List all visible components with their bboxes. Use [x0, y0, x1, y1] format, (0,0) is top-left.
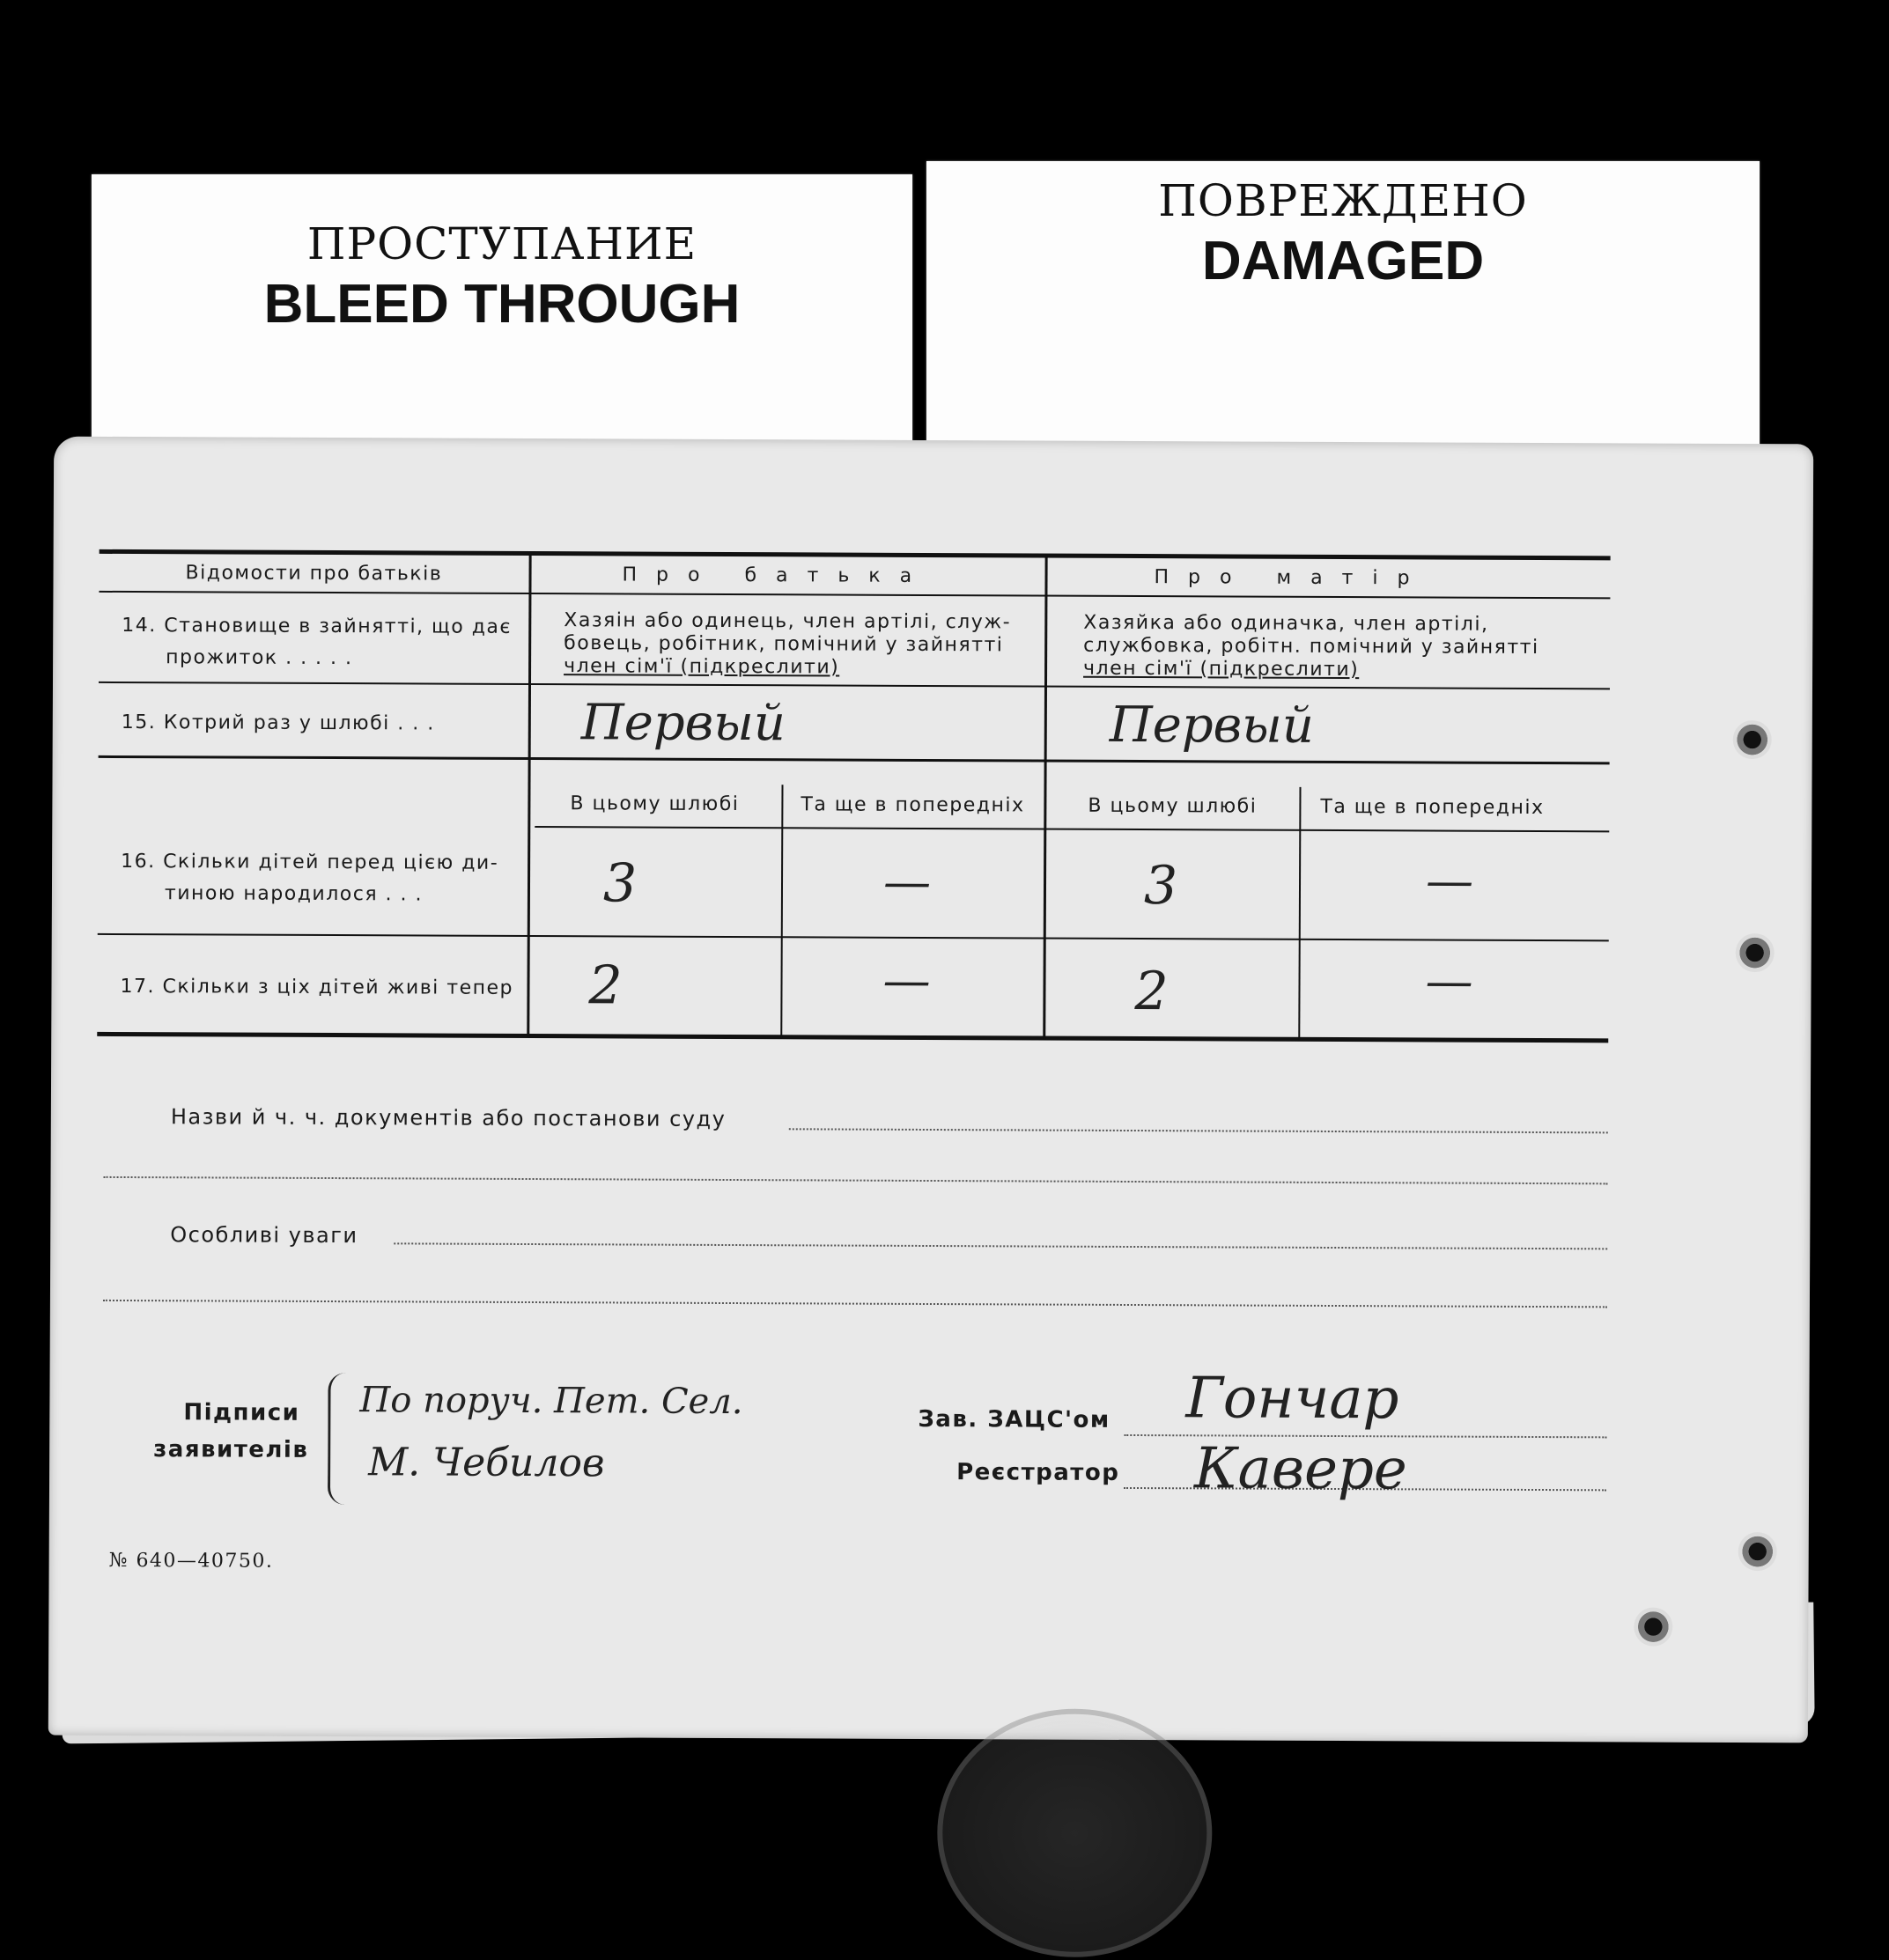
row15-father-value: Первый	[580, 694, 786, 753]
applicant-signature-1: По поруч. Пет. Сел.	[359, 1380, 743, 1423]
header-parents-info: Відомости про батьків	[185, 562, 443, 586]
table-bottom-rule	[97, 1032, 1608, 1043]
signatures-label-line1: Підписи	[183, 1399, 300, 1426]
column-divider	[780, 785, 783, 1038]
subheader-rule	[535, 826, 1609, 832]
damaged-card	[926, 161, 1760, 465]
table-top-rule	[100, 549, 1611, 560]
signatures-brace	[328, 1373, 350, 1505]
row15-mother-value: Первый	[1109, 696, 1315, 755]
damaged-label-en: DAMAGED	[1201, 231, 1485, 291]
row17-label: 17. Скільки з ціх дітей живі тепер	[120, 975, 514, 999]
remarks-label: Особливі уваги	[170, 1222, 358, 1249]
punch-hole	[1733, 720, 1772, 759]
registrar-label: Реєстратор	[956, 1459, 1120, 1486]
row17-mother-this: 2	[1134, 961, 1169, 1023]
documents-label: Назви й ч. ч. документів або постанови суду	[170, 1104, 727, 1131]
row16-mother-this: 3	[1143, 855, 1178, 917]
table-header-rule	[99, 591, 1610, 599]
documents-line	[789, 1128, 1608, 1133]
row16-father-this: 3	[602, 852, 638, 915]
damaged-label-ru: ПОВРЕЖДЕНО	[1158, 175, 1528, 226]
row16-label-line1: 16. Скільки дітей перед цією ди-	[121, 850, 499, 874]
row14-father-line1: Хазяін або одинець, член артілі, служ-	[564, 609, 1012, 634]
registrar-signature: Кавере	[1193, 1436, 1407, 1503]
applicant-signature-2: М. Чебилов	[368, 1440, 605, 1486]
bleed-through-label-ru: ПРОСТУПАНИЕ	[306, 218, 697, 269]
punch-hole	[1736, 933, 1775, 972]
row-divider	[99, 682, 1610, 689]
row15-label: 15. Котрий раз у шлюбі . . .	[121, 711, 435, 735]
official-stamp	[937, 1708, 1213, 1957]
remarks-line	[103, 1300, 1607, 1308]
row16-father-previous: —	[882, 853, 932, 910]
remarks-line	[394, 1242, 1607, 1249]
row14-label-line2: прожиток . . . . .	[166, 646, 353, 670]
row17-father-previous: —	[882, 952, 931, 1008]
column-divider	[527, 553, 531, 1037]
punch-hole	[1738, 1532, 1777, 1571]
form-number: № 640—40750.	[108, 1549, 274, 1573]
bleed-through-label-en: BLEED THROUGH	[263, 274, 741, 335]
punch-hole	[1634, 1607, 1672, 1646]
row16-mother-previous: —	[1425, 852, 1474, 909]
subheader-father-previous: Та ще в попередніх	[801, 793, 1025, 817]
signatures-label-line2: заявителів	[153, 1436, 309, 1463]
row14-father-line2: бовець, робітник, помічний у зайнятті	[564, 632, 1004, 657]
row14-label-line1: 14. Становище в зайнятті, що дає	[122, 614, 513, 638]
head-signature: Гончар	[1185, 1366, 1399, 1433]
row14-mother-line1: Хазяйка або одиначка, член артілі,	[1083, 611, 1489, 636]
document-sheet	[48, 437, 1813, 1743]
column-divider	[1043, 556, 1047, 1040]
row-divider	[98, 933, 1609, 941]
bleed-through-card	[92, 174, 912, 465]
head-zags-label: Зав. ЗАЦС'ом	[918, 1405, 1111, 1433]
subheader-mother-previous: Та ще в попередніх	[1320, 795, 1545, 820]
subheader-mother-this-marriage: В цьому шлюбі	[1088, 794, 1258, 818]
header-mother: Про матір	[1154, 566, 1429, 590]
row16-label-line2: тиною народилося . . .	[164, 882, 424, 906]
column-divider	[1298, 787, 1301, 1041]
row17-mother-previous: —	[1425, 953, 1473, 1009]
subheader-father-this-marriage: В цьому шлюбі	[570, 792, 740, 816]
row14-mother-line3: член сім'ї (підкреслити)	[1083, 657, 1360, 682]
row14-mother-line2: службовка, робітн. помічний у зайнятті	[1083, 634, 1539, 659]
row-divider	[99, 755, 1610, 764]
header-father: Про батька	[622, 564, 932, 587]
row14-father-line3: член сім'ї (підкреслити)	[564, 655, 840, 679]
row17-father-this: 2	[588, 954, 623, 1017]
documents-line	[104, 1176, 1608, 1184]
